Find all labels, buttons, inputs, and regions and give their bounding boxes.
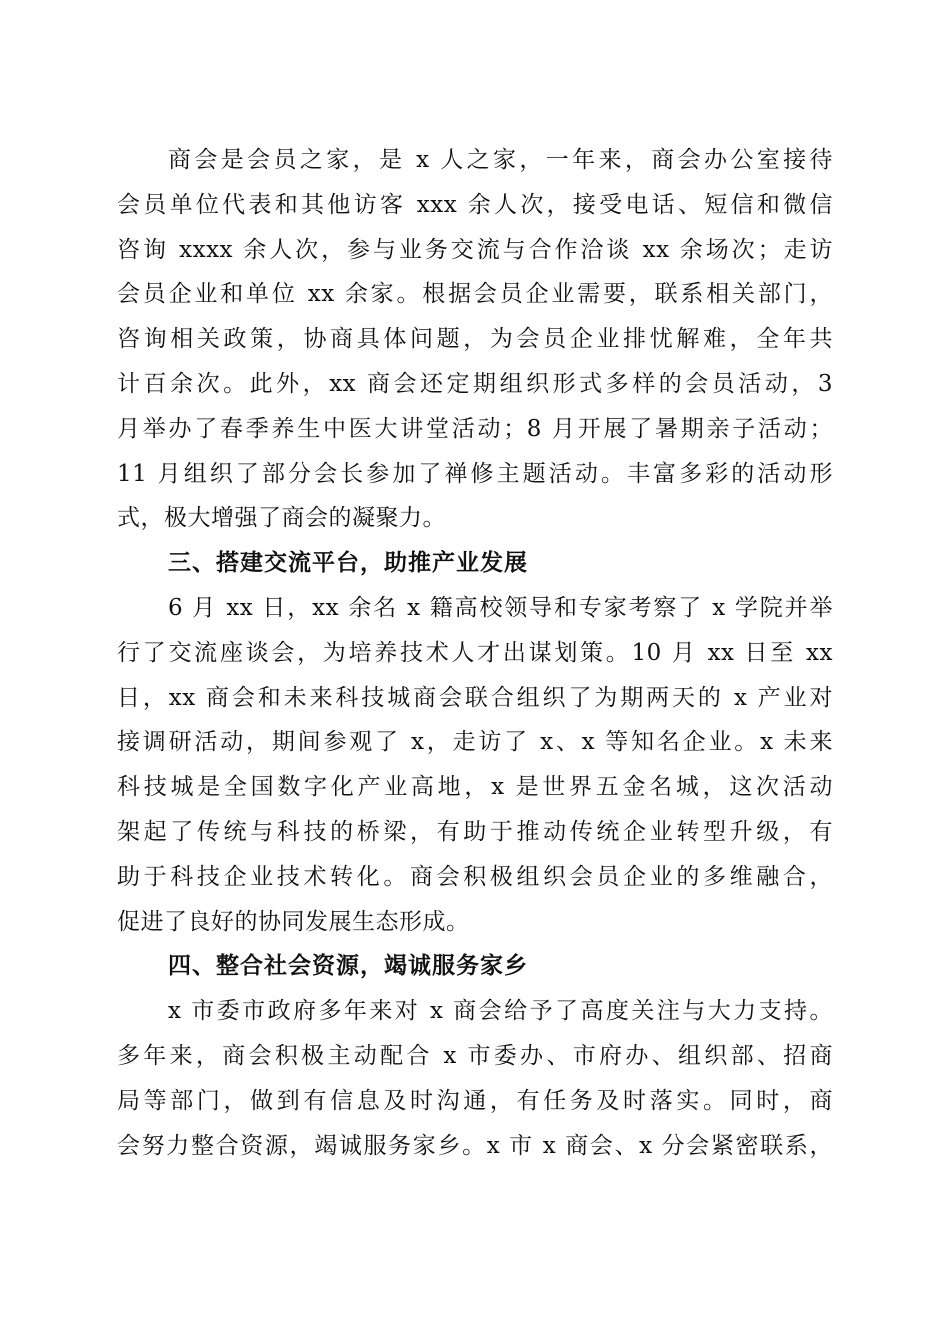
paragraph-exchange-platform bbox=[117, 586, 833, 944]
text-line: 咨询 xxxx 余人次，参与业务交流与合作洽谈 xx 余场次；走访 bbox=[117, 236, 833, 263]
text-line: 多年来，商会积极主动配合 x 市委办、市府办、组织部、招商 bbox=[117, 1042, 833, 1069]
text-line: 咨询相关政策，协商具体问题，为会员企业排忧解难，全年共 bbox=[117, 326, 833, 353]
text-line: 局等部门，做到有信息及时沟通，有任务及时落实。同时，商 bbox=[117, 1087, 833, 1114]
text-line: 促进了良好的协同发展生态形成。 bbox=[117, 908, 470, 935]
text-line: 科技城是全国数字化产业高地，x 是世界五金名城，这次活动 bbox=[117, 774, 833, 801]
text-line: 会员企业和单位 xx 余家。根据会员企业需要，联系相关部门， bbox=[117, 281, 833, 308]
text-line: 会努力整合资源，竭诚服务家乡。x 市 x 商会、x 分会紧密联系， bbox=[117, 1132, 833, 1159]
text-line: 11 月组织了部分会长参加了禅修主题活动。丰富多彩的活动形 bbox=[117, 460, 833, 487]
document-body bbox=[117, 138, 833, 1168]
text-line: 会员单位代表和其他访客 xxx 余人次，接受电话、短信和微信 bbox=[117, 191, 833, 218]
text-line: 助于科技企业技术转化。商会积极组织会员企业的多维融合， bbox=[117, 863, 833, 890]
text-line: 行了交流座谈会，为培养技术人才出谋划策。10 月 xx 日至 xx bbox=[117, 639, 833, 666]
paragraph-social-resources bbox=[117, 989, 833, 1168]
text-line: 接调研活动，期间参观了 x，走访了 x、x 等知名企业。x 未来 bbox=[117, 729, 833, 756]
text-line: 商会是会员之家，是 x 人之家，一年来，商会办公室接待 bbox=[168, 147, 833, 173]
text-line: 式，极大增强了商会的凝聚力。 bbox=[117, 505, 446, 532]
section-heading-3: 三、搭建交流平台，助推产业发展 bbox=[168, 550, 528, 577]
text-line: 6 月 xx 日，xx 余名 x 籍高校领导和专家考察了 x 学院并举 bbox=[168, 594, 833, 621]
text-line: 月举办了春季养生中医大讲堂活动；8 月开展了暑期亲子活动； bbox=[117, 415, 833, 442]
paragraph-member-services bbox=[117, 138, 833, 541]
text-line: 计百余次。此外，xx 商会还定期组织形式多样的会员活动，3 bbox=[117, 370, 833, 397]
text-line: 架起了传统与科技的桥梁，有助于推动传统企业转型升级，有 bbox=[117, 818, 833, 845]
text-line: 日，xx 商会和未来科技城商会联合组织了为期两天的 x 产业对 bbox=[117, 684, 833, 711]
section-heading-4: 四、整合社会资源，竭诚服务家乡 bbox=[168, 953, 528, 980]
text-line: x 市委市政府多年来对 x 商会给予了高度关注与大力支持。 bbox=[168, 998, 833, 1025]
